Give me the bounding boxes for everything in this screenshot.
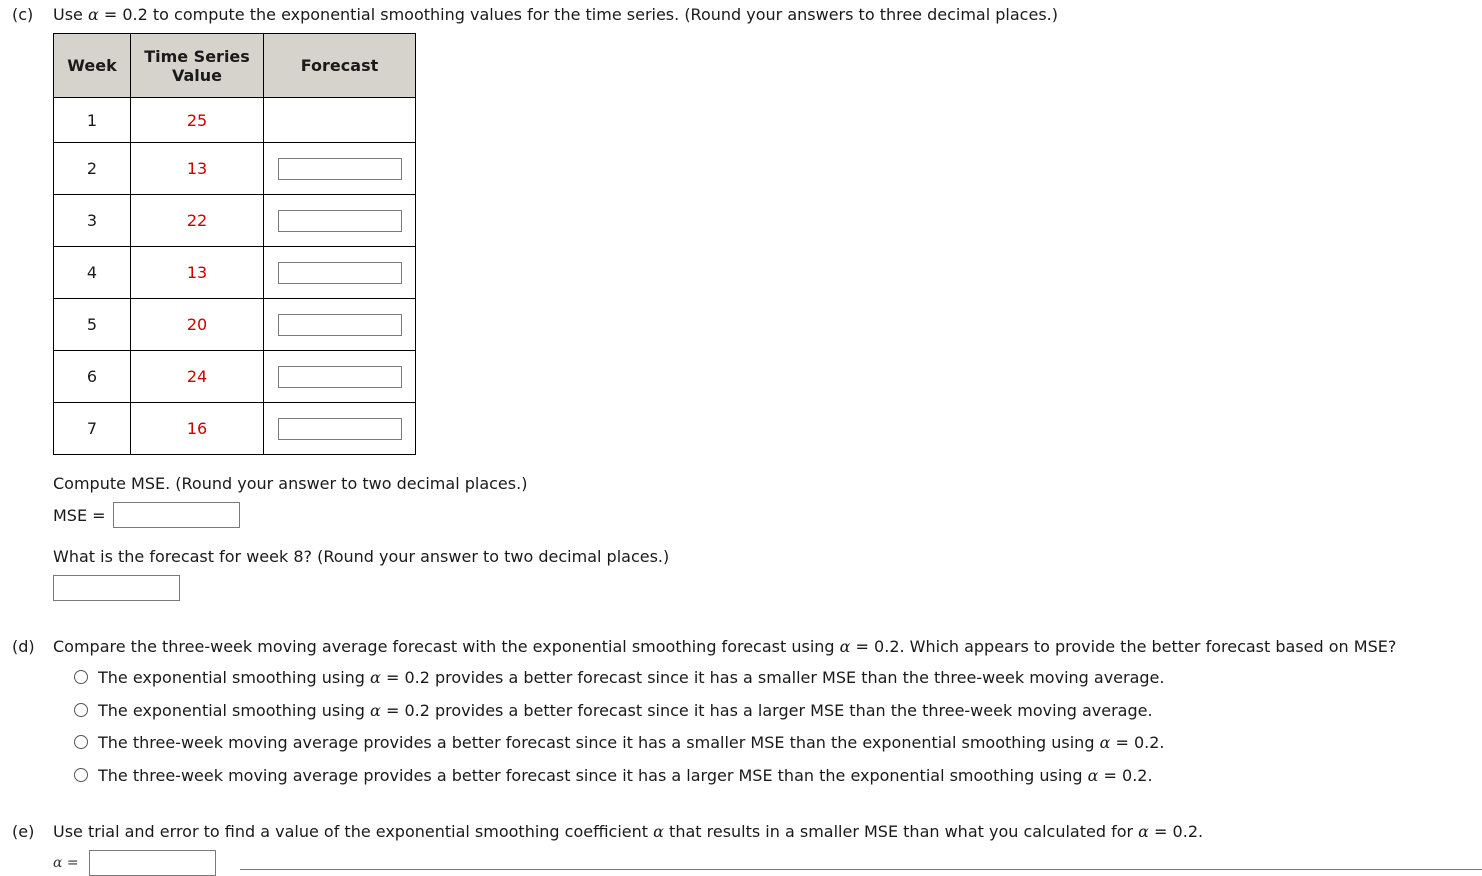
alpha-symbol: α: [653, 822, 664, 841]
value-cell: 22: [131, 195, 264, 247]
week-cell: 6: [54, 351, 131, 403]
value-cell: 13: [131, 143, 264, 195]
table-row: [54, 299, 416, 351]
radio-option-4[interactable]: [74, 768, 88, 782]
part-e-prompt: Use trial and error to find a value of the exponential smoothing coefficient α that results in a smaller MSE than what you calculated for α = 0.2.: [53, 822, 1204, 841]
value-cell: 13: [131, 247, 264, 299]
option-2-text[interactable]: The exponential smoothing using α = 0.2 provides a better forecast since it has a larger MSE than the three-week moving average.: [98, 701, 1153, 720]
option-4-text[interactable]: The three-week moving average provides a better forecast since it has a larger MSE than the exponential smoothing using α = 0.2.: [98, 766, 1153, 785]
mse-prompt: Compute MSE. (Round your answer to two decimal places.): [53, 474, 528, 493]
table-row: [54, 98, 416, 143]
forecast-input-week-6[interactable]: [278, 366, 402, 388]
forecast-input-week-2[interactable]: [278, 158, 402, 180]
alpha-symbol: α: [839, 637, 851, 656]
option-1-text[interactable]: The exponential smoothing using α = 0.2 provides a better forecast since it has a smaller MSE than the three-week moving average.: [98, 668, 1165, 687]
forecast-input-week-4[interactable]: [278, 262, 402, 284]
alpha-symbol: α: [1099, 733, 1111, 752]
radio-option-1[interactable]: [74, 670, 88, 684]
table-row: [54, 351, 416, 403]
value-cell: 24: [131, 351, 264, 403]
bottom-divider: [240, 869, 1482, 870]
part-e-label: (e): [12, 822, 35, 841]
value-cell: 16: [131, 403, 264, 455]
option-3-text[interactable]: The three-week moving average provides a better forecast since it has a smaller MSE than the exponential smoothing using α = 0.2.: [98, 733, 1165, 752]
alpha-symbol: α: [370, 701, 381, 720]
week-cell: 5: [54, 299, 131, 351]
alpha-answer-label: α =: [53, 855, 79, 871]
part-d-prompt: Compare the three-week moving average forecast with the exponential smoothing forecast using α = 0.2. Which appears to provide the better forecast based on MSE?: [53, 637, 1397, 656]
header-time-series-value: Time Series Value: [131, 34, 264, 98]
table-row: [54, 247, 416, 299]
value-cell: 25: [131, 98, 264, 143]
value-cell: 20: [131, 299, 264, 351]
time-series-table: [53, 33, 416, 455]
radio-option-2[interactable]: [74, 703, 88, 717]
forecast-cell: [264, 195, 416, 247]
header-week: Week: [54, 34, 131, 98]
part-d-label: (d): [12, 637, 35, 656]
alpha-symbol: α: [1087, 766, 1099, 785]
part-c-label: (c): [12, 5, 34, 24]
table-row: [54, 143, 416, 195]
week8-forecast-input[interactable]: [53, 575, 180, 601]
alpha-symbol: α: [87, 5, 99, 24]
week8-prompt: What is the forecast for week 8? (Round your answer to two decimal places.): [53, 547, 670, 566]
table-row: [54, 195, 416, 247]
forecast-input-week-3[interactable]: [278, 210, 402, 232]
mse-label: MSE =: [53, 506, 106, 525]
week-cell: 7: [54, 403, 131, 455]
alpha-symbol: α: [1138, 822, 1149, 841]
week-cell: 4: [54, 247, 131, 299]
mse-input[interactable]: [113, 502, 240, 528]
part-c-prompt: Use α = 0.2 to compute the exponential smoothing values for the time series. (Round your answers to three decimal places.): [53, 5, 1058, 24]
forecast-cell: [264, 299, 416, 351]
header-forecast: Forecast: [264, 34, 416, 98]
forecast-input-week-7[interactable]: [278, 418, 402, 440]
alpha-symbol: α: [53, 855, 63, 871]
forecast-cell: [264, 351, 416, 403]
forecast-cell: [264, 247, 416, 299]
table-row: [54, 403, 416, 455]
forecast-cell: [264, 403, 416, 455]
forecast-cell-empty: [264, 98, 416, 143]
forecast-input-week-5[interactable]: [278, 314, 402, 336]
radio-option-3[interactable]: [74, 735, 88, 749]
week-cell: 2: [54, 143, 131, 195]
week-cell: 3: [54, 195, 131, 247]
alpha-answer-input[interactable]: [89, 850, 216, 876]
alpha-symbol: α: [370, 668, 381, 687]
forecast-cell: [264, 143, 416, 195]
week-cell: 1: [54, 98, 131, 143]
